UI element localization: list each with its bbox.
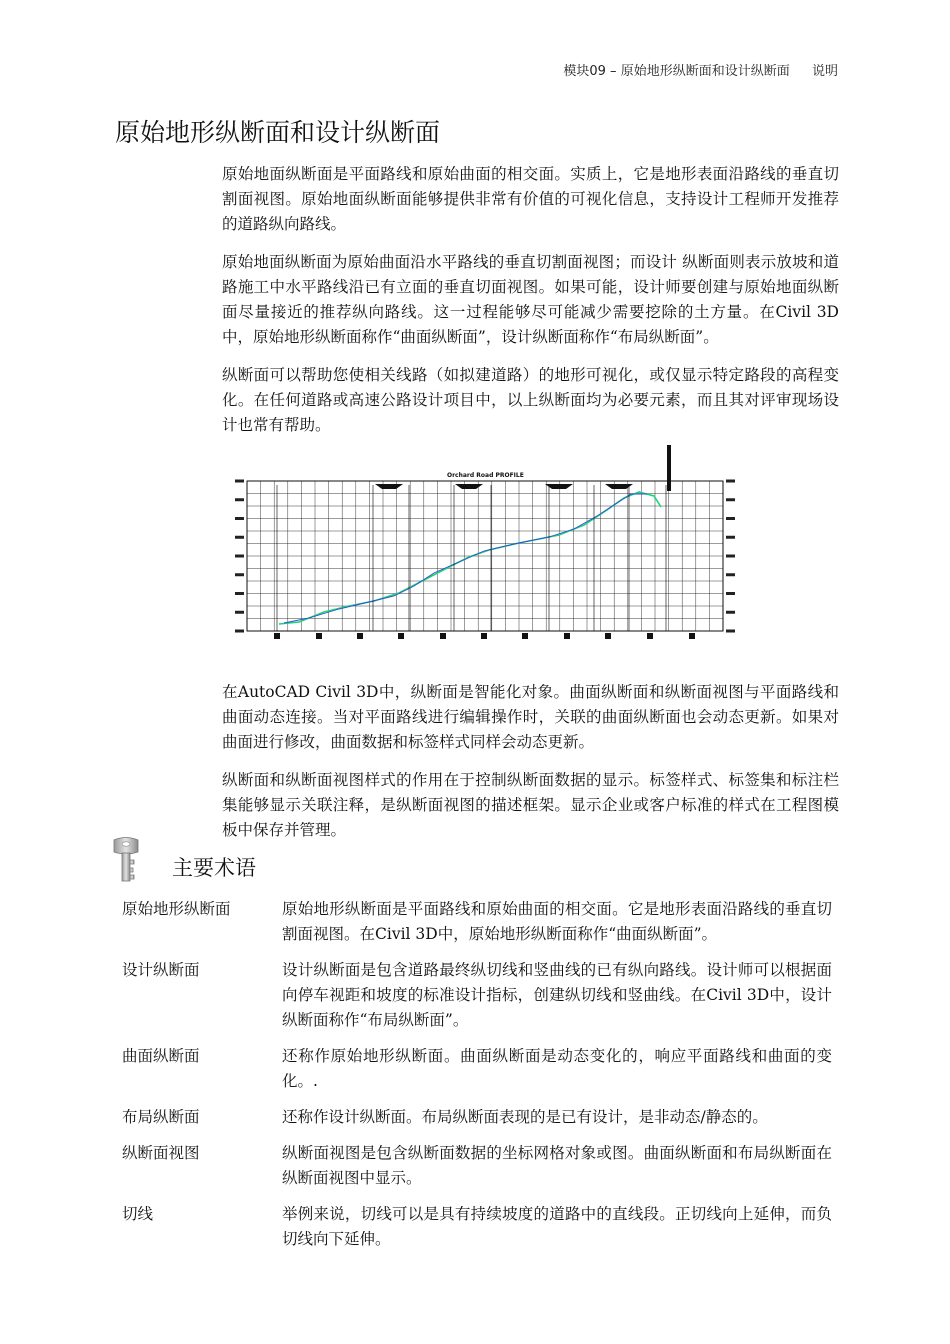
elevation-tick-right xyxy=(726,555,735,558)
vertical-label-stack xyxy=(667,445,671,491)
header-chapter: 原始地形纵断面和设计纵断面 xyxy=(620,64,790,79)
key-icon xyxy=(110,836,142,884)
term-definition: 原始地形纵断面是平面路线和原始曲面的相交面。它是地形表面沿路线的垂直切割面视图。在Civil 3D中，原始地形纵断面称作“曲面纵断面”。 xyxy=(282,900,832,943)
term-definition: 举例来说，切线可以是具有持续坡度的道路中的直线段。正切线向上延伸，而负切线向下延伸。 xyxy=(282,1205,832,1248)
terms-heading-block xyxy=(110,836,510,886)
curve-label-block xyxy=(455,484,483,489)
header-module: 模块09 – xyxy=(563,64,617,79)
paragraph: 纵断面可以帮助您使相关线路（如拟建道路）的地形可视化，或仅显示特定路段的高程变化。在任何道路或高速公路设计项目中，以上纵断面均为必要元素，而且其对评审现场设计也常有帮助。 xyxy=(222,366,839,434)
elevation-tick-right xyxy=(726,517,735,520)
station-tick xyxy=(316,633,322,639)
elevation-tick-left xyxy=(235,517,244,520)
elevation-tick-left xyxy=(235,573,244,576)
term-row xyxy=(122,897,832,947)
elevation-tick-left xyxy=(235,592,244,595)
page-title: 原始地形纵断面和设计纵断面 xyxy=(115,118,441,147)
station-tick xyxy=(440,633,446,639)
station-tick xyxy=(357,633,363,639)
station-tick xyxy=(647,633,653,639)
elevation-tick-right xyxy=(726,630,735,633)
term-name: 设计纵断面 xyxy=(122,961,200,979)
elevation-tick-left xyxy=(235,630,244,633)
station-tick xyxy=(481,633,487,639)
elevation-tick-right xyxy=(726,592,735,595)
terms-list xyxy=(122,897,832,1263)
elevation-tick-right xyxy=(726,536,735,539)
figure-title: Orchard Road PROFILE xyxy=(447,472,524,479)
elevation-tick-right xyxy=(726,573,735,576)
term-row xyxy=(122,1105,832,1130)
term-definition: 还称作原始地形纵断面。曲面纵断面是动态变化的，响应平面路线和曲面的变化。. xyxy=(282,1047,832,1090)
elevation-tick-right xyxy=(726,480,735,483)
term-row xyxy=(122,1202,832,1252)
term-row xyxy=(122,1141,832,1191)
header-tag: 说明 xyxy=(811,64,838,79)
station-tick xyxy=(605,633,611,639)
curve-label-block xyxy=(375,484,403,489)
term-definition: 设计纵断面是包含道路最终纵切线和竖曲线的已有纵向路线。设计师可以根据面向停车视距和坡度的标准设计指标，创建纵切线和竖曲线。在Civil 3D中，设计纵断面称作“布局纵断面”。 xyxy=(282,961,832,1029)
elevation-tick-left xyxy=(235,536,244,539)
station-tick xyxy=(689,633,695,639)
elevation-tick-left xyxy=(235,480,244,483)
station-tick xyxy=(564,633,570,639)
after-figure-section xyxy=(222,680,839,856)
elevation-tick-right xyxy=(726,498,735,501)
term-name: 布局纵断面 xyxy=(122,1108,200,1126)
paragraph: 纵断面和纵断面视图样式的作用在于控制纵断面数据的显示。标签样式、标签集和标注栏集能够显示关联注释，是纵断面视图的描述框架。显示企业或客户标准的样式在工程图模板中保存并管理。 xyxy=(222,771,839,839)
elevation-tick-right xyxy=(726,611,735,614)
elevation-tick-left xyxy=(235,611,244,614)
term-definition: 还称作设计纵断面。布局纵断面表现的是已有设计，是非动态/静态的。 xyxy=(282,1108,768,1126)
term-name: 原始地形纵断面 xyxy=(122,900,231,918)
paragraph: 在AutoCAD Civil 3D中，纵断面是智能化对象。曲面纵断面和纵断面视图与平面路线和曲面动态连接。当对平面路线进行编辑操作时，关联的曲面纵断面也会动态更新。如果对曲面进行修改，曲面数据和标签样式同样会动态更新。 xyxy=(222,683,839,751)
paragraph: 原始地面纵断面为原始曲面沿水平路线的垂直切割面视图；而设计 纵断面则表示放坡和道路施工中水平路线沿已有立面的垂直切面视图。如果可能，设计师要创建与原始地面纵断面尽量接近的推荐纵向路线。这一过程能够尽可能减少需要挖除的土方量。在Civil 3D中，原始地形纵断面称作“曲面纵断面”，设计纵断面称作“布局纵断面”。 xyxy=(222,253,839,346)
paragraph: 原始地面纵断面是平面路线和原始曲面的相交面。实质上，它是地形表面沿路线的垂直切割面视图。原始地面纵断面能够提供非常有价值的可视化信息，支持设计工程师开发推荐的道路纵向路线。 xyxy=(222,165,839,233)
elevation-tick-left xyxy=(235,555,244,558)
term-name: 纵断面视图 xyxy=(122,1144,200,1162)
term-definition: 纵断面视图是包含纵断面数据的坐标网格对象或图。曲面纵断面和布局纵断面在纵断面视图中显示。 xyxy=(282,1144,832,1187)
elevation-tick-left xyxy=(235,498,244,501)
term-name: 曲面纵断面 xyxy=(122,1047,200,1065)
term-name: 切线 xyxy=(122,1205,154,1223)
term-row xyxy=(122,1044,832,1094)
station-tick xyxy=(274,633,280,639)
intro-section xyxy=(222,162,839,451)
page-header xyxy=(563,60,838,79)
station-tick xyxy=(522,633,528,639)
terms-heading: 主要术语 xyxy=(172,856,256,880)
profile-figure xyxy=(229,441,741,653)
term-row xyxy=(122,958,832,1033)
profile-drawing xyxy=(229,441,741,653)
station-tick xyxy=(398,633,404,639)
profile-grid xyxy=(247,481,723,631)
